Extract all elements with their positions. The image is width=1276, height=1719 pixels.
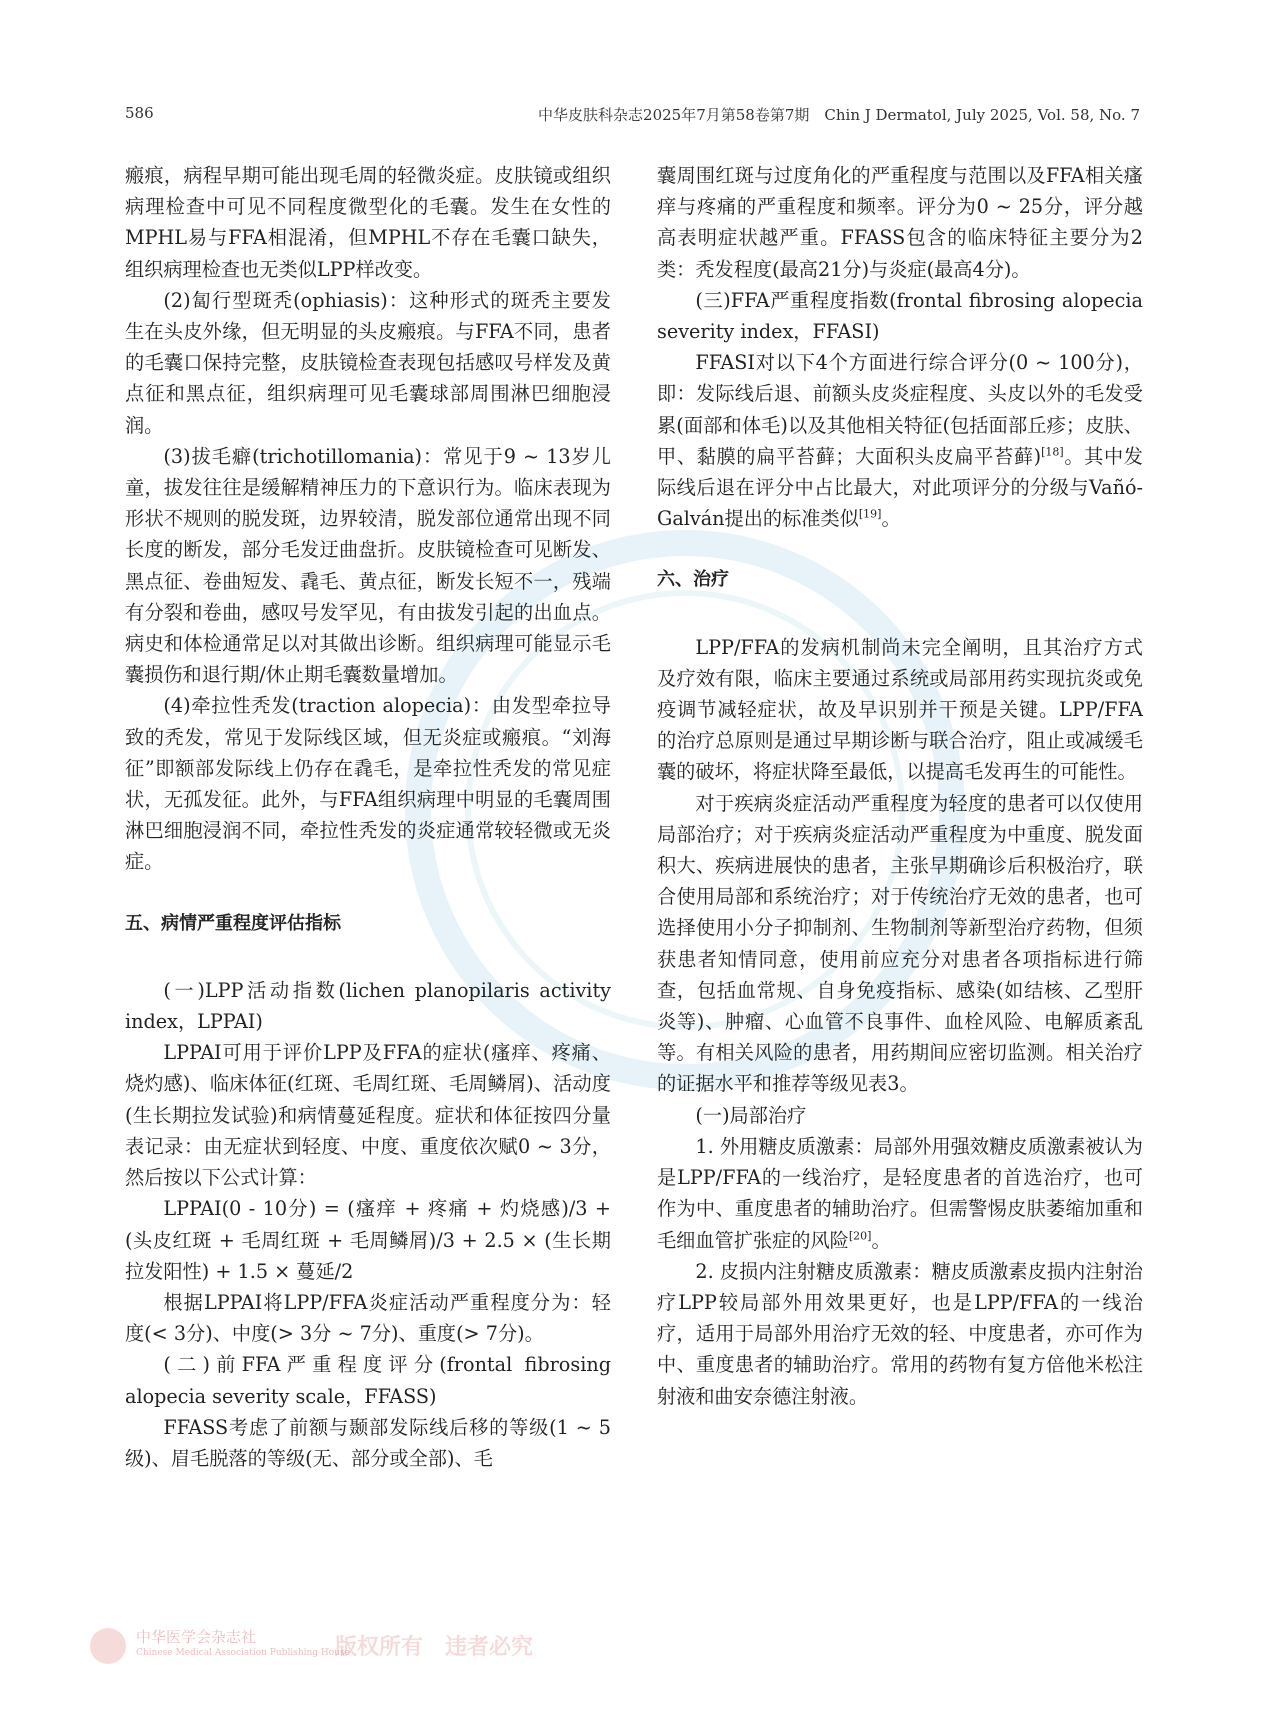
section-heading: 六、治疗: [657, 569, 729, 591]
paragraph: (3)拔毛癖(trichotillomania)：常见于9 ~ 13岁儿童，拔发往往是缓解精神压力的下意识行为。临床表现为形状不规则的脱发斑，边界较清，脱发部位通常出现不同长度的断发，部分毛发迂曲盘折。皮肤镜检查可见断发、黑点征、卷曲短发、毳毛、黄点征，断发长短不一，残端有分裂和卷曲，感叹号发罕见，有由拔发引起的出血点。病史和体检通常足以对其做出诊断。组织病理可能显示毛囊损伤和退行期/休止期毛囊数量增加。: [125, 444, 611, 687]
copyright-slogan: 版权所有 违者必究: [335, 1634, 534, 1660]
paragraph: 根据LPPAI将LPP/FFA炎症活动严重程度分为：轻度(< 3分)、中度(> 3分 ~ 7分)、重度(> 7分)。: [125, 1290, 611, 1346]
paragraph-text: 。: [871, 1228, 891, 1252]
subsection-heading: (一)LPP活动指数(lichen planopilaris activity index，LPPAI): [125, 978, 611, 1034]
citation-ref: [18]: [1041, 445, 1064, 459]
paragraph: 2. 皮损内注射糖皮质激素：糖皮质激素皮损内注射治疗LPP较局部外用效果更好，也是LPP/FFA的一线治疗，适用于局部外用治疗无效的轻、中度患者，亦可作为中、重度患者的辅助治疗。常用的药物有复方倍他米松注射液和曲安奈德注射液。: [657, 1259, 1143, 1408]
paragraph: FFASS考虑了前额与颞部发际线后移的等级(1 ~ 5级)、眉毛脱落的等级(无、部分或全部)、毛: [125, 1415, 611, 1470]
citation-ref: [19]: [858, 507, 882, 521]
paragraph-text: 1. 外用糖皮质激素：局部外用强效糖皮质激素被认为是LPP/FFA的一线治疗，是轻度患者的首选治疗，也可作为中、重度患者的辅助治疗。但需警惕皮肤萎缩加重和毛细血管扩张症的风险: [657, 1134, 1143, 1252]
page-number: 586: [125, 104, 154, 122]
left-column: [125, 160, 611, 1474]
paragraph: 瘢痕，病程早期可能出现毛周的轻微炎症。皮肤镜或组织病理检查中可见不同程度微型化的毛囊。发生在女性的MPHL易与FFA相混淆，但MPHL不存在毛囊口缺失，组织病理检查也无类似LPP样改变。: [125, 164, 611, 281]
running-header: [125, 104, 1140, 128]
citation-ref: [20]: [848, 1229, 872, 1243]
subsection-heading: (二)前FFA严重程度评分(frontal fibrosing alopecia severity scale，FFASS): [125, 1353, 611, 1408]
paragraph: (4)牵拉性秃发(traction alopecia)：由发型牵拉导致的秃发，常见于发际线区域，但无炎症或瘢痕。“刘海征”即额部发际线上仍存在毳毛，是牵拉性秃发的常见症状，无孤发征。此外，与FFA组织病理中明显的毛囊周围淋巴细胞浸润不同，牵拉性秃发的炎症通常较轻微或无炎症。: [125, 694, 611, 874]
paragraph: 囊周围红斑与过度角化的严重程度与范围以及FFA相关瘙痒与疼痛的严重程度和频率。评分为0 ~ 25分，评分越高表明症状越严重。FFASS包含的临床特征主要分为2类：秃发程度(最高21分)与炎症(最高4分)。: [657, 164, 1143, 281]
right-column: [657, 160, 1143, 1412]
subsection-heading: (三)FFA严重程度指数(frontal fibrosing alopecia severity index，FFASI): [657, 288, 1143, 344]
formula: LPPAI(0 - 10分) = (瘙痒 + 疼痛 + 灼烧感)/3 + (头皮红斑 + 毛周红斑 + 毛周鳞屑)/3 + 2.5 × (生长期拉发阳性) + 1.5 × 蔓延/2: [125, 1197, 611, 1283]
publisher-logo-icon: [90, 1628, 126, 1664]
paragraph: (2)匐行型斑秃(ophiasis)：这种形式的斑秃主要发生在头皮外缘，但无明显的头皮瘢痕。与FFA不同，患者的毛囊口保持完整，皮肤镜检查表现包括感叹号样发及黄点征和黑点征，组织病理可见毛囊球部周围淋巴细胞浸润。: [125, 288, 611, 437]
publisher-footer: [90, 1626, 610, 1666]
paragraph-text: 。其中发际线后退在评分中占比最大，对此项评分的分级与Vañó-Galván提出的标准类似: [657, 444, 1143, 531]
publisher-name: 中华医学会杂志社: [136, 1628, 257, 1646]
subsection-heading: (一)局部治疗: [695, 1103, 807, 1127]
paragraph: LPPAI可用于评价LPP及FFA的症状(瘙痒、疼痛、烧灼感)、临床体征(红斑、毛周红斑、毛周鳞屑)、活动度(生长期拉发试验)和病情蔓延程度。症状和体征按四分量表记录：由无症状到轻度、中度、重度依次赋0 ~ 3分，然后按以下公式计算：: [125, 1041, 611, 1190]
paragraph: [657, 347, 1143, 534]
paragraph: LPP/FFA的发病机制尚未完全阐明，且其治疗方式及疗效有限，临床主要通过系统或局部用药实现抗炎或免疫调节减轻症状，故及早识别并干预是关键。LPP/FFA的治疗总原则是通过早期诊断与联合治疗，阻止或减缓毛囊的破坏，将症状降至最低，以提高毛发再生的可能性。: [657, 635, 1143, 784]
paragraph-text: FFASI对以下4个方面进行综合评分(0 ~ 100分)，即：发际线后退、前额头皮炎症程度、头皮以外的毛发受累(面部和体毛)以及其他相关特征(包括面部丘疹；皮肤、甲、黏膜的扁平苔藓；大面积头皮扁平苔藓): [657, 351, 1143, 468]
section-heading: 五、病情严重程度评估指标: [125, 912, 341, 934]
paragraph: [657, 1131, 1143, 1256]
journal-citation: 中华皮肤科杂志2025年7月第58卷第7期 Chin J Dermatol, July 2025, Vol. 58, No. 7: [538, 106, 1140, 124]
paragraph: 对于疾病炎症活动严重程度为轻度的患者可以仅使用局部治疗；对于疾病炎症活动严重程度为中重度、脱发面积大、疾病进展快的患者，主张早期确诊后积极治疗，联合使用局部和系统治疗；对于传统治疗无效的患者，也可选择使用小分子抑制剂、生物制剂等新型治疗药物，但须获患者知情同意，使用前应充分对患者各项指标进行筛查，包括血常规、自身免疫指标、感染(如结核、乙型肝炎等)、肿瘤、心血管不良事件、血栓风险、电解质紊乱等。有相关风险的患者，用药期间应密切监测。相关治疗的证据水平和推荐等级见表3。: [657, 791, 1143, 1096]
paragraph-text: 。: [881, 507, 901, 531]
publisher-name-en: Chinese Medical Association Publishing House: [136, 1648, 350, 1658]
